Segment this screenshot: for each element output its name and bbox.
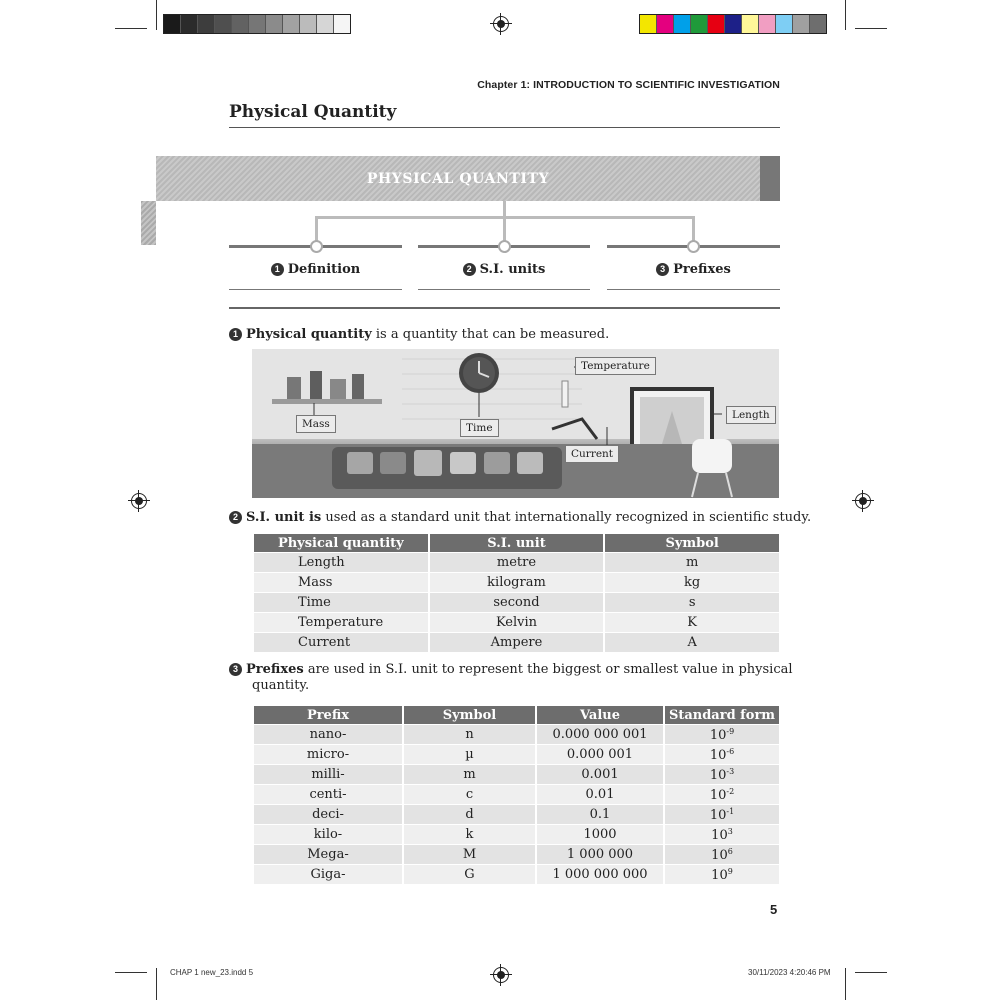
footer-file-info: CHAP 1 new_23.indd 5	[170, 968, 254, 977]
si-unit-text: used as a standard unit that internationally recognized in scientific study.	[321, 510, 812, 525]
table-row	[254, 825, 779, 844]
definition-text: is a quantity that can be measured.	[371, 327, 610, 342]
table-cell: centi-	[254, 785, 402, 804]
table-row	[254, 745, 779, 764]
standard-form-base: 10	[711, 847, 728, 863]
concept-banner	[156, 156, 760, 201]
crop-mark	[156, 968, 157, 1000]
table-header-row	[254, 706, 779, 724]
standard-form-cell	[665, 725, 779, 744]
si-unit-paragraph	[229, 510, 811, 526]
standard-form-exponent: 3	[727, 826, 733, 836]
standard-form-cell	[665, 765, 779, 784]
table-cell: Giga-	[254, 865, 402, 884]
table-cell: 0.001	[537, 765, 663, 784]
table-row	[254, 865, 779, 884]
table-cell: m	[404, 765, 535, 784]
crop-mark	[855, 972, 887, 973]
branch-bottom-rule	[418, 289, 590, 290]
column-header: Standard form	[665, 706, 779, 724]
footer-timestamp: 30/11/2023 4:20:46 PM	[748, 968, 831, 977]
banner-title: PHYSICAL QUANTITY	[366, 170, 550, 187]
crop-mark	[115, 28, 147, 29]
prefixes-text: are used in S.I. unit to represent the biggest or smallest value in physical	[303, 662, 793, 677]
table-cell: deci-	[254, 805, 402, 824]
standard-form-exponent: 9	[727, 866, 733, 876]
number-badge: 1	[271, 263, 284, 276]
number-badge: 2	[463, 263, 476, 276]
prefixes-table	[252, 705, 781, 885]
photo-label-temperature: Temperature	[575, 357, 656, 375]
table-row	[254, 765, 779, 784]
table-cell: Kelvin	[430, 613, 604, 632]
si-unit-term: S.I. unit is	[246, 510, 322, 525]
number-badge: 1	[229, 328, 242, 341]
banner-tab	[141, 201, 156, 245]
table-row	[254, 593, 779, 612]
branch-label: S.I. units	[479, 262, 546, 277]
crop-mark	[845, 0, 846, 30]
crop-mark	[845, 968, 846, 1000]
table-cell: 0.000 000 001	[537, 725, 663, 744]
branch-bottom-rule	[229, 289, 402, 290]
branch-node	[498, 240, 511, 253]
column-header: Symbol	[605, 534, 779, 552]
table-cell: second	[430, 593, 604, 612]
table-cell: micro-	[254, 745, 402, 764]
table-row	[254, 845, 779, 864]
branch-label: Definition	[287, 262, 361, 277]
photo-label-length: Length	[726, 406, 776, 424]
photo-label-current: Current	[565, 445, 619, 463]
table-cell: 1 000 000	[537, 845, 663, 864]
table-cell: milli-	[254, 765, 402, 784]
photo-label-mass: Mass	[296, 415, 336, 433]
standard-form-exponent: -9	[726, 726, 735, 736]
page-title: Physical Quantity	[229, 102, 397, 122]
table-cell: 1 000 000 000	[537, 865, 663, 884]
table-cell: d	[404, 805, 535, 824]
table-cell: M	[404, 845, 535, 864]
table-cell: kg	[605, 573, 779, 592]
wall-shelf	[272, 399, 382, 404]
table-cell: Mega-	[254, 845, 402, 864]
number-badge: 2	[229, 511, 242, 524]
standard-form-cell	[665, 745, 779, 764]
grayscale-calibration-bar	[163, 14, 351, 34]
room-photo	[252, 349, 779, 498]
table-cell: Time	[254, 593, 428, 612]
table-cell: A	[605, 633, 779, 652]
branch-si-units	[418, 262, 590, 277]
table-row	[254, 613, 779, 632]
branch-label: Prefixes	[673, 262, 731, 277]
standard-form-base: 10	[711, 827, 728, 843]
tree-connector	[692, 216, 695, 242]
table-cell: Mass	[254, 573, 428, 592]
standard-form-base: 10	[711, 867, 728, 883]
standard-form-base: 10	[709, 807, 727, 823]
branch-definition	[229, 262, 402, 277]
number-badge: 3	[229, 663, 242, 676]
table-cell: Length	[254, 553, 428, 572]
standard-form-base: 10	[709, 727, 727, 743]
standard-form-cell	[665, 865, 779, 884]
table-row	[254, 785, 779, 804]
table-cell: 0.000 001	[537, 745, 663, 764]
column-header: Value	[537, 706, 663, 724]
table-cell: Temperature	[254, 613, 428, 632]
photo-label-time: Time	[460, 419, 499, 437]
table-header-row	[254, 534, 779, 552]
table-cell: nano-	[254, 725, 402, 744]
title-rule	[229, 127, 780, 128]
branch-node	[687, 240, 700, 253]
column-header: Physical quantity	[254, 534, 428, 552]
table-cell: Current	[254, 633, 428, 652]
thermometer-icon	[562, 381, 568, 407]
banner-edge	[760, 156, 780, 201]
crop-mark	[855, 28, 887, 29]
standard-form-cell	[665, 785, 779, 804]
color-calibration-bar	[639, 14, 827, 34]
standard-form-exponent: 6	[727, 846, 733, 856]
number-badge: 3	[656, 263, 669, 276]
branch-node	[310, 240, 323, 253]
table-cell: m	[605, 553, 779, 572]
standard-form-exponent: -1	[726, 806, 735, 816]
tree-connector	[315, 216, 318, 242]
prefixes-paragraph	[229, 662, 793, 694]
table-cell: kilo-	[254, 825, 402, 844]
table-cell: K	[605, 613, 779, 632]
prefixes-term: Prefixes	[246, 662, 304, 677]
table-cell: 0.1	[537, 805, 663, 824]
branch-prefixes	[607, 262, 780, 277]
table-cell: s	[605, 593, 779, 612]
table-cell: n	[404, 725, 535, 744]
table-cell: 0.01	[537, 785, 663, 804]
section-divider	[229, 307, 780, 309]
column-header: Prefix	[254, 706, 402, 724]
standard-form-base: 10	[709, 767, 727, 783]
tree-connector	[503, 216, 506, 242]
column-header: S.I. unit	[430, 534, 604, 552]
table-cell: Ampere	[430, 633, 604, 652]
table-cell: c	[404, 785, 535, 804]
table-row	[254, 633, 779, 652]
chair	[692, 439, 732, 473]
standard-form-cell	[665, 805, 779, 824]
page-number: 5	[770, 902, 778, 917]
table-cell: metre	[430, 553, 604, 572]
prefixes-text-continued: quantity.	[252, 678, 310, 693]
standard-form-exponent: -6	[726, 746, 735, 756]
standard-form-base: 10	[709, 787, 727, 803]
table-row	[254, 573, 779, 592]
standard-form-exponent: -2	[726, 786, 735, 796]
registration-mark-icon	[493, 16, 509, 32]
standard-form-base: 10	[709, 747, 727, 763]
table-row	[254, 725, 779, 744]
table-cell: G	[404, 865, 535, 884]
crop-mark	[115, 972, 147, 973]
table-cell: µ	[404, 745, 535, 764]
table-cell: k	[404, 825, 535, 844]
table-cell: 1000	[537, 825, 663, 844]
registration-mark-icon	[131, 493, 147, 509]
registration-mark-icon	[493, 967, 509, 983]
definition-paragraph	[229, 327, 609, 343]
table-row	[254, 553, 779, 572]
definition-term: Physical quantity	[246, 327, 372, 342]
standard-form-cell	[665, 825, 779, 844]
registration-mark-icon	[855, 493, 871, 509]
table-cell: kilogram	[430, 573, 604, 592]
crop-mark	[156, 0, 157, 30]
table-row	[254, 805, 779, 824]
si-units-table	[252, 533, 781, 653]
branch-bottom-rule	[607, 289, 780, 290]
chapter-header: Chapter 1: INTRODUCTION TO SCIENTIFIC INVESTIGATION	[477, 79, 780, 91]
standard-form-cell	[665, 845, 779, 864]
standard-form-exponent: -3	[726, 766, 735, 776]
column-header: Symbol	[404, 706, 535, 724]
